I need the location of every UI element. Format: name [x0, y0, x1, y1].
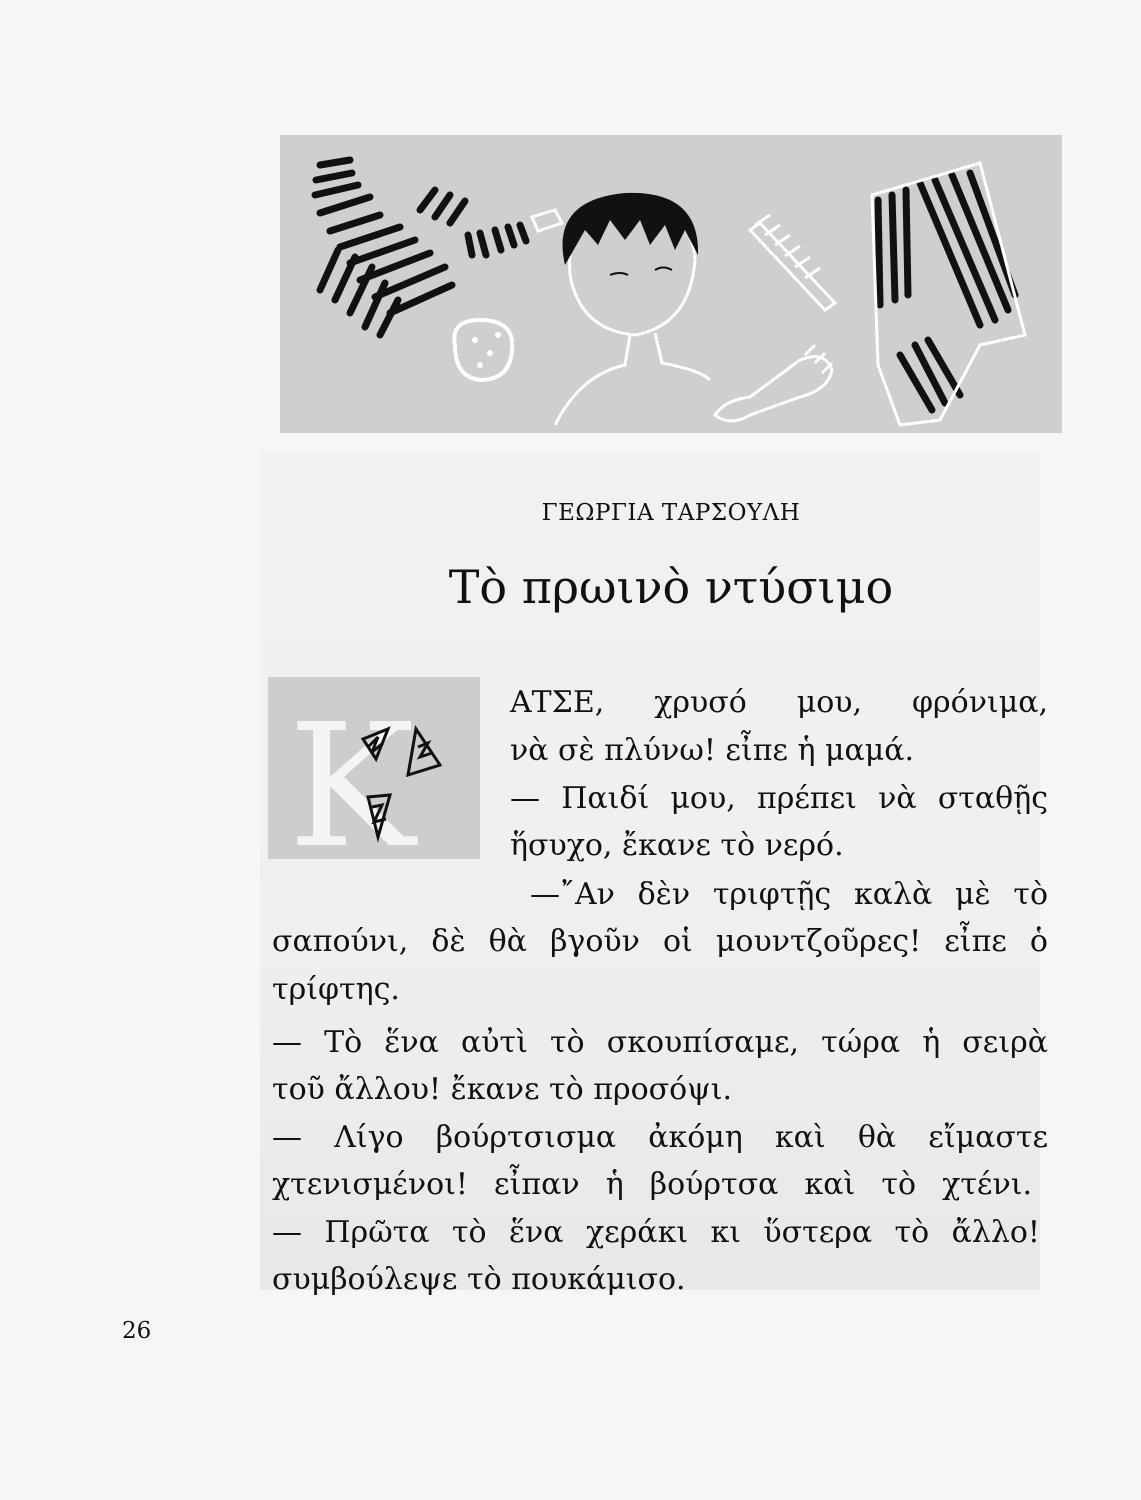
- text-line: σαπούνι, δὲ θὰ βγοῦν οἱ μουντζοῦρες! εἶπε ὁ: [272, 924, 1048, 959]
- svg-text:Κ: Κ: [288, 688, 416, 859]
- page-number: 26: [122, 1318, 152, 1344]
- text-line: — Παιδί μου, πρέπει νὰ σταθῇς: [510, 781, 1048, 816]
- text-line: χτενισμένοι! εἶπαν ἡ βούρτσα καὶ τὸ χτένι.: [272, 1167, 1032, 1202]
- text-line: — Λίγο βούρτσισμα ἀκόμη καὶ θὰ εἴμαστε: [272, 1120, 1048, 1155]
- text-line: —῎Αν δὲν τριφτῇς καλὰ μὲ τὸ: [530, 877, 1048, 912]
- text-line: — Πρῶτα τὸ ἕνα χεράκι κι ὕστερα τὸ ἄλλο!: [272, 1215, 1040, 1250]
- text-line: ἥσυχο, ἔκανε τὸ νερό.: [510, 828, 844, 863]
- text-line: συμβούλεψε τὸ πουκάμισο.: [272, 1262, 686, 1297]
- page-title: Τὸ πρωινὸ ντύσιμο: [448, 560, 894, 614]
- text-line: — Τὸ ἕνα αὐτὶ τὸ σκουπίσαμε, τώρα ἡ σειρὰ: [272, 1025, 1048, 1060]
- text-line: ΑΤΣΕ, χρυσό μου, φρόνιμα,: [510, 685, 1048, 720]
- text-line: τρίφτης.: [272, 972, 400, 1007]
- text-line: νὰ σὲ πλύνω! εἶπε ἡ μαμά.: [510, 733, 915, 768]
- drop-cap-letter: [268, 677, 480, 859]
- text-line: τοῦ ἄλλου! ἔκανε τὸ προσόψι.: [272, 1072, 733, 1107]
- author-name: ΓΕΩΡΓΙΑ ΤΑΡΣΟΥΛΗ: [541, 500, 801, 526]
- boy-with-clothes-illustration: [280, 135, 1062, 433]
